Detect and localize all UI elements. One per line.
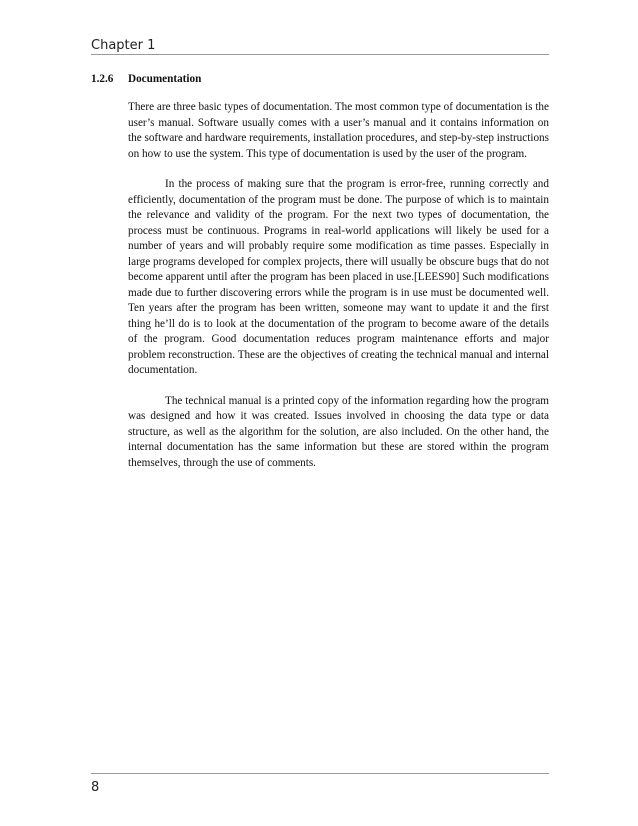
paragraph-technical-manual: The technical manual is a printed copy of the information regarding how the program was designed and how it was created. Issues involved in choosing the data type or data structure, as well as the algorithm for the solution, are also included. On the other hand, the internal documentation has the same information but these are stored within the program themselves, through the use of comments. <box>128 394 549 469</box>
paragraph-user-manual: There are three basic types of documentation. The most common type of documentation is the user’s manual. Software usually comes with a user’s manual and it contains information on the software and hardware requirements, installation procedures, and step-by-step instructions on how to use the system. This type of documentation is used by the user of the program. <box>128 101 549 160</box>
section-number: 1.2.6 <box>91 73 114 85</box>
section-heading <box>91 72 549 90</box>
chapter-label: Chapter 1 <box>91 38 156 53</box>
documentation-section <box>91 72 549 486</box>
paragraph-maintenance: In the process of making sure that the program is error-free, running correctly and efficiently, documentation of the program must be done. The purpose of which is to maintain the relevance and validity of the program. For the next two types of documentation, the process must be continuous. Programs in real-world applications will likely be used for a number of years and will probably require some modification as time passes. Especially in large programs developed for complex projects, there will usually be obscure bugs that do not become apparent until after the program has been placed in use.[LEES90] Such modifications made due to further discovering errors while the program is in use must be documented well. Ten years after the program has been written, someone may want to update it and the first thing he’ll do is to look at the documentation of the program to become aware of the details of the program. Good documentation reduces program maintenance efforts and major problem reconstruction. These are the objectives of creating the technical manual and internal documentation. <box>128 178 549 376</box>
page-header <box>91 38 549 55</box>
section-body <box>128 100 549 471</box>
page-footer <box>91 773 549 804</box>
page-number: 8 <box>91 780 100 795</box>
section-title: Documentation <box>128 73 202 85</box>
